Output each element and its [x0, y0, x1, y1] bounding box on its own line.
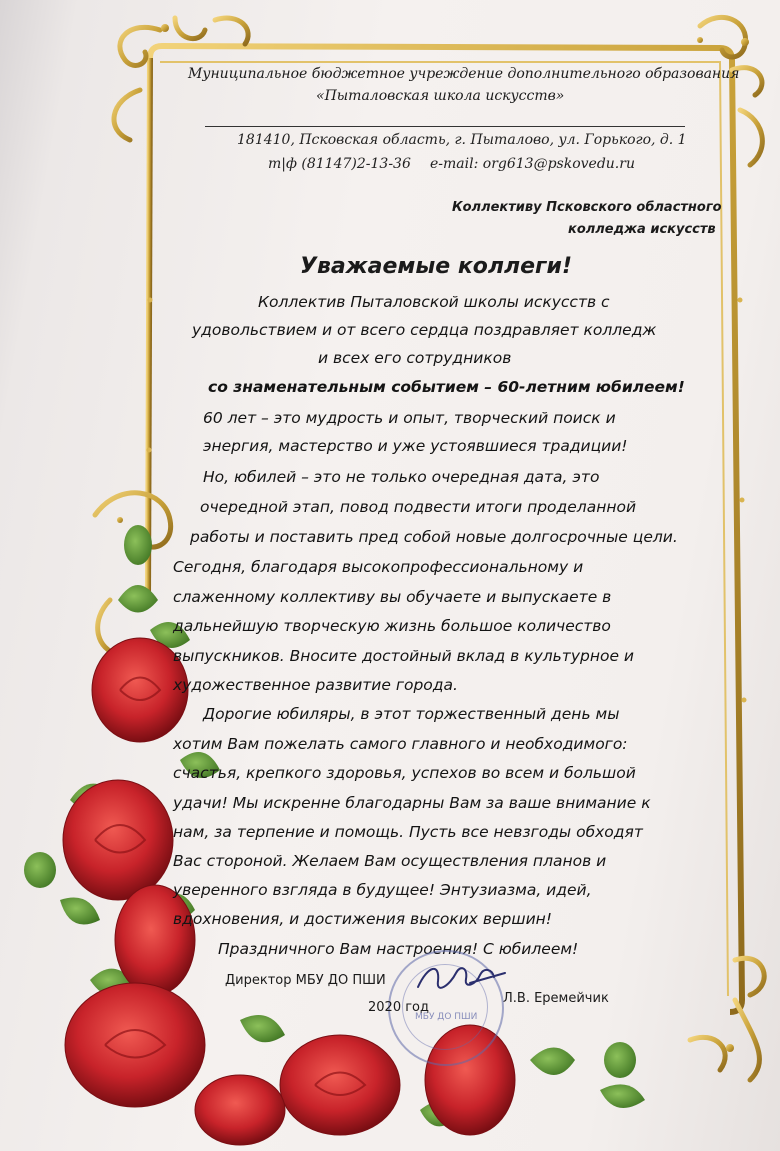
- org-email: e-mail: org613@pskovedu.ru: [430, 156, 635, 172]
- body-line: и всех его сотрудников: [318, 349, 512, 367]
- org-address: 181410, Псковская область, г. Пыталово, ул. Горького, д. 1: [237, 132, 687, 148]
- body-line: энергия, мастерство и уже устоявшиеся традиции!: [203, 437, 628, 455]
- body-line: Вас стороной. Желаем Вам осуществления планов и: [173, 852, 607, 870]
- body-line: уверенного взгляда в будущее! Энтузиазма, идей,: [173, 881, 592, 899]
- body-line: очередной этап, повод подвести итоги проделанной: [200, 498, 637, 516]
- body-line: слаженному коллективу вы обучаете и выпускаете в: [173, 588, 612, 606]
- addressee-line2: колледжа искусств: [568, 222, 716, 237]
- body-line: счастья, крепкого здоровья, успехов во всем и большой: [173, 764, 636, 782]
- body-line: Праздничного Вам настроения! С юбилеем!: [218, 940, 579, 958]
- signatory-position: Директор МБУ ДО ПШИ: [225, 973, 386, 988]
- body-line: Сегодня, благодаря высокопрофессиональному и: [173, 558, 584, 576]
- org-phone: т|ф (81147)2-13-36: [268, 156, 411, 172]
- body-line: дальнейшую творческую жизнь большое количество: [173, 617, 611, 635]
- body-line: Коллектив Пыталовской школы искусств с: [258, 293, 610, 311]
- org-name-line2: «Пыталовская школа искусств»: [316, 88, 565, 104]
- body-line: работы и поставить пред собой новые долгосрочные цели.: [190, 528, 678, 546]
- body-line: Но, юбилей – это не только очередная дата, это: [203, 468, 600, 486]
- signatory-name: Л.В. Еремейчик: [503, 991, 609, 1006]
- body-line: нам, за терпение и помощь. Пусть все невзгоды обходят: [173, 823, 643, 841]
- body-line: вдохновения, и достижения высоких вершин!: [173, 910, 552, 928]
- handwritten-signature: [410, 955, 510, 1005]
- addressee-line1: Коллективу Псковского областного: [452, 200, 722, 215]
- body-line: хотим Вам пожелать самого главного и необходимого:: [173, 735, 628, 753]
- body-line: 60 лет – это мудрость и опыт, творческий поиск и: [203, 409, 616, 427]
- body-line: художественное развитие города.: [173, 676, 458, 694]
- signature-year: 2020 год: [368, 1000, 429, 1015]
- body-line: со знаменательным событием – 60-летним юбилеем!: [208, 378, 685, 396]
- letterhead-divider: [205, 126, 685, 127]
- body-line: удовольствием и от всего сердца поздравляет колледж: [192, 321, 657, 339]
- stamp-text: МБУ ДО ПШИ: [415, 1012, 478, 1022]
- org-name-line1: Муниципальное бюджетное учреждение дополнительного образования: [188, 66, 740, 82]
- body-line: удачи! Мы искренне благодарны Вам за ваше внимание к: [173, 794, 651, 812]
- body-line: Дорогие юбиляры, в этот торжественный день мы: [203, 705, 620, 723]
- body-line: выпускников. Вносите достойный вклад в культурное и: [173, 647, 635, 665]
- letter-title: Уважаемые коллеги!: [300, 254, 572, 279]
